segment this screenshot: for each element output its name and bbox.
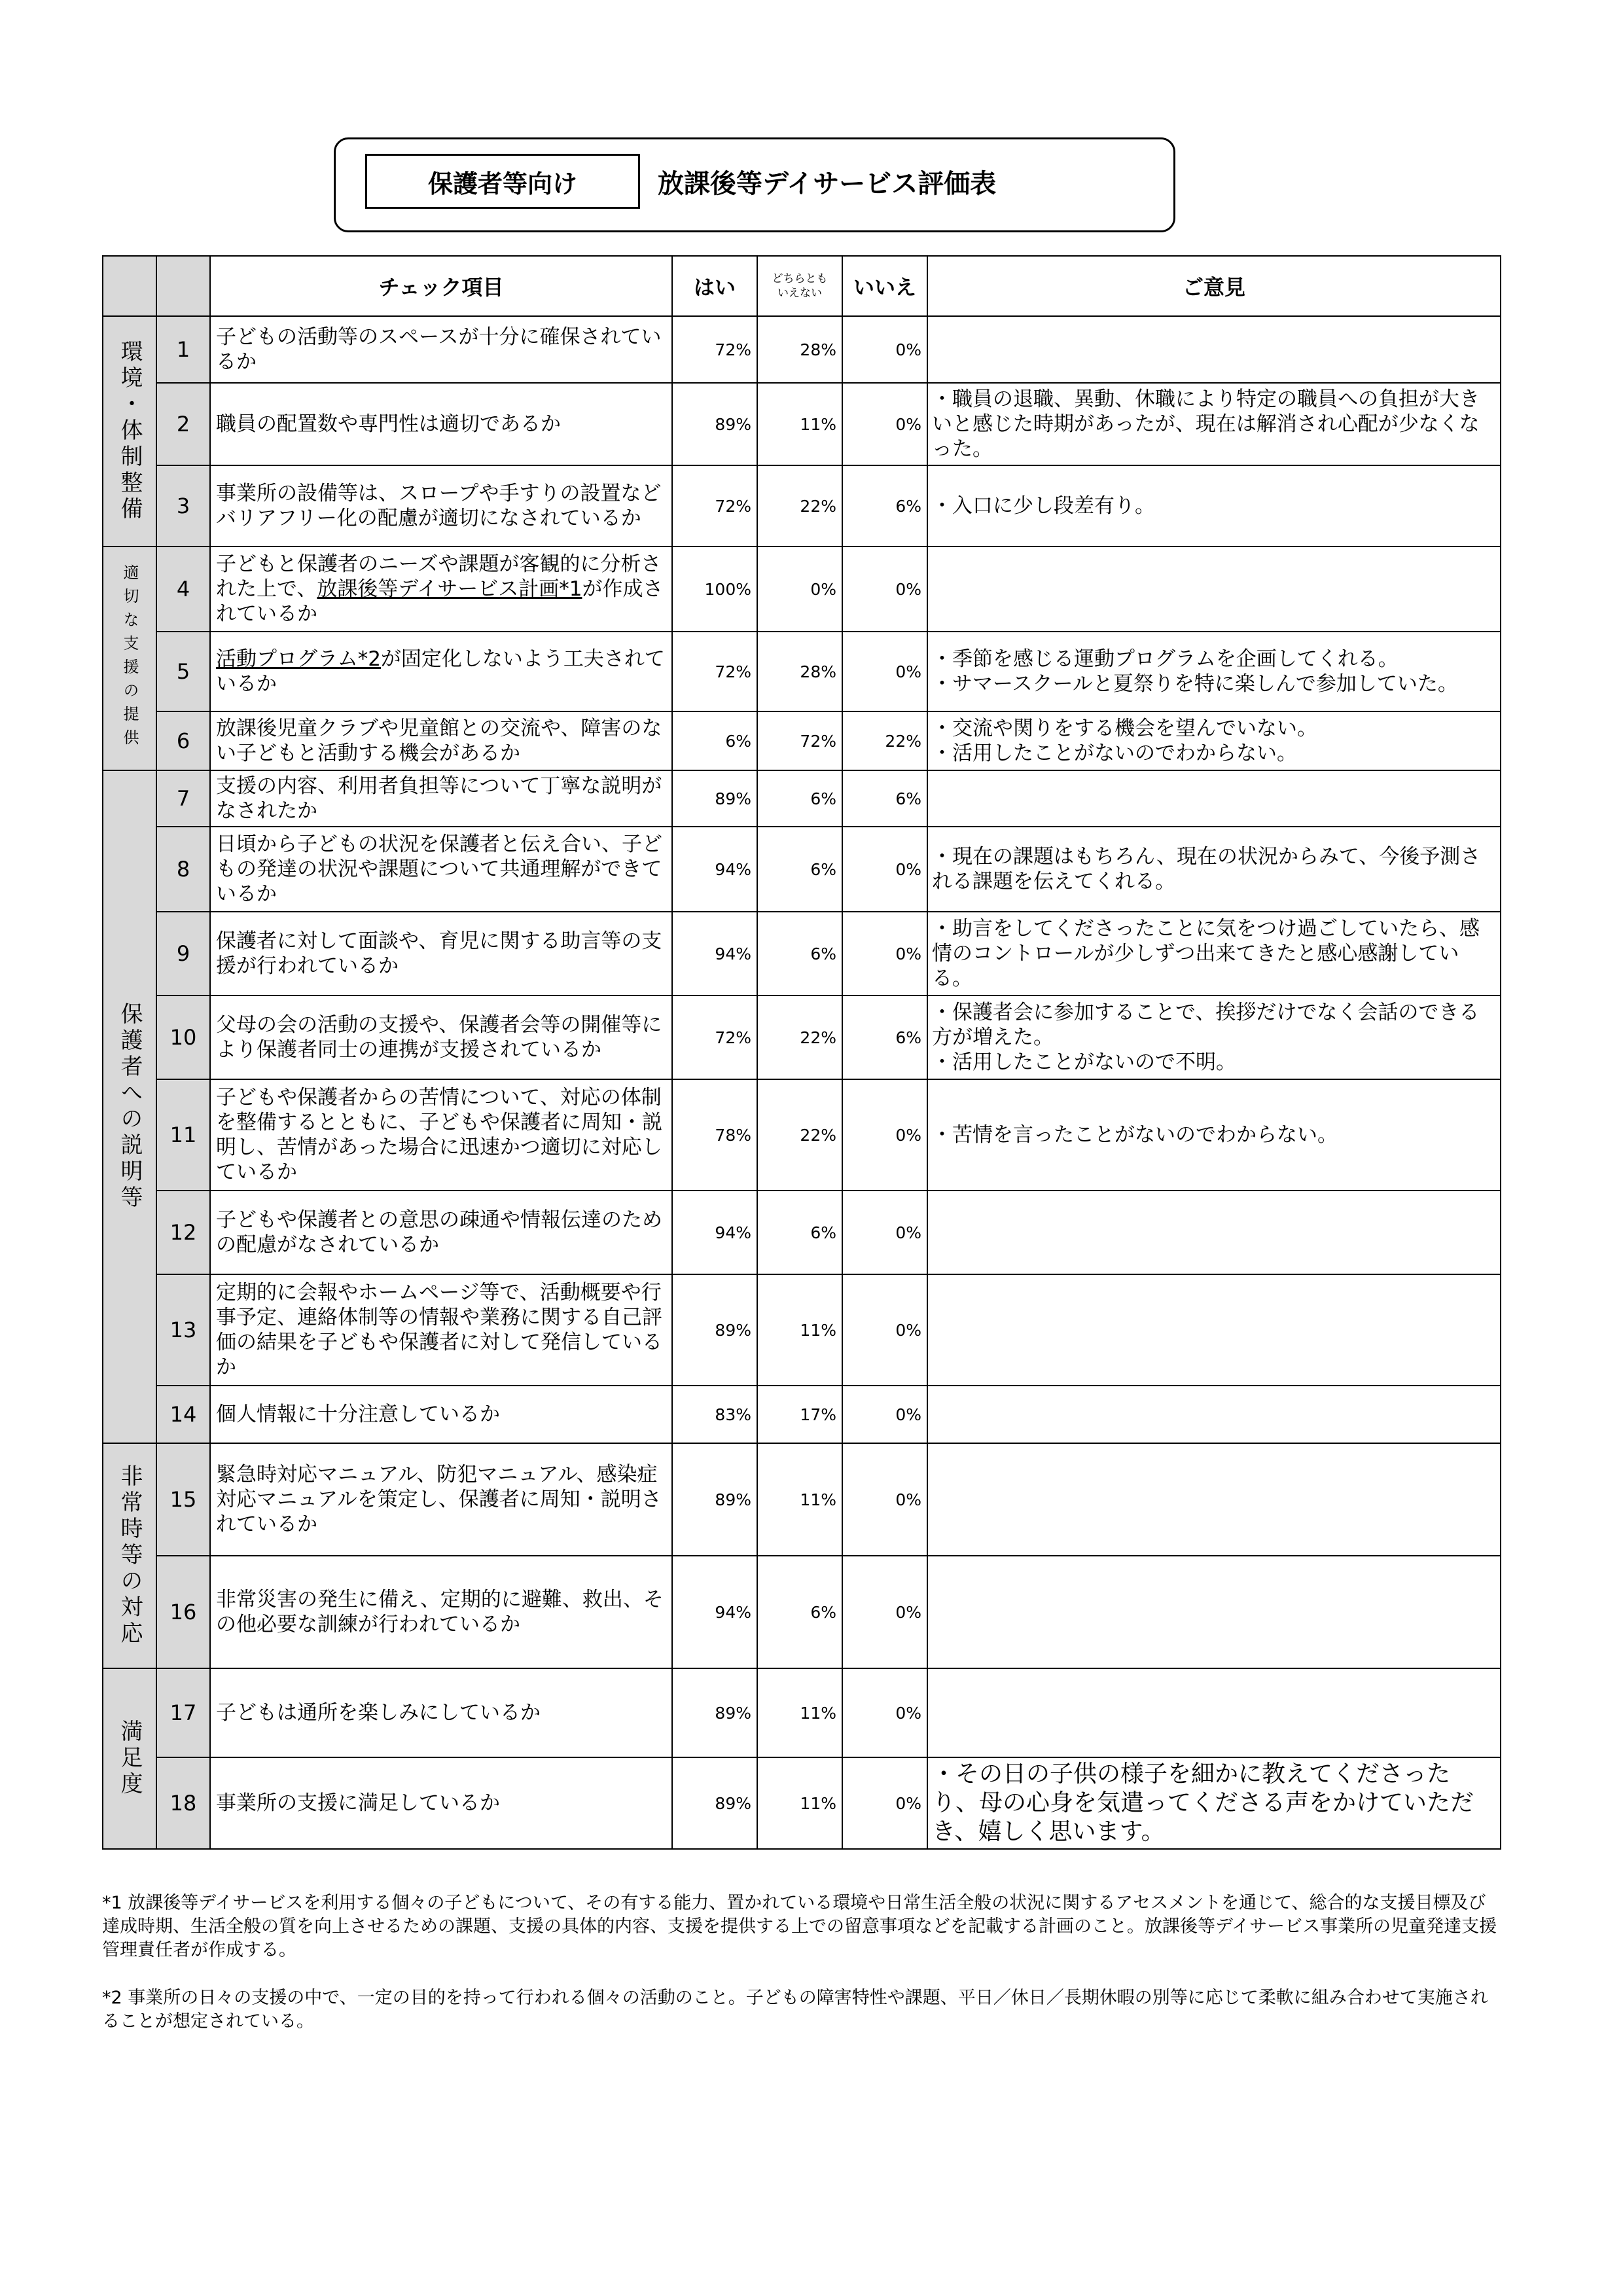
category-explanation: 保護者への説明等 xyxy=(103,770,156,1443)
category-satisfaction: 満足度 xyxy=(103,1668,156,1849)
no-percent: 0% xyxy=(842,912,927,996)
row-number: 17 xyxy=(156,1668,210,1757)
check-item: 父母の会の活動の支援や、保護者会等の開催等により保護者同士の連携が支援されているか xyxy=(210,996,672,1079)
table-row xyxy=(103,1556,1501,1668)
check-item: 子どもは通所を楽しみにしているか xyxy=(210,1668,672,1757)
no-percent: 0% xyxy=(842,1443,927,1556)
no-percent: 0% xyxy=(842,1668,927,1757)
neither-percent: 11% xyxy=(757,383,842,465)
comment-line: ・活用したことがないので不明。 xyxy=(932,1050,1236,1074)
check-item-text: が作成されているか xyxy=(216,577,664,626)
yes-percent: 89% xyxy=(672,1668,757,1757)
no-percent: 0% xyxy=(842,1079,927,1191)
no-percent: 0% xyxy=(842,827,927,912)
table-row xyxy=(103,1079,1501,1191)
yes-percent: 83% xyxy=(672,1386,757,1443)
row-number: 13 xyxy=(156,1274,210,1386)
comment-line: ・季節を感じる運動プログラムを企画してくれる。 xyxy=(932,647,1399,671)
check-item: 子どもの活動等のスペースが十分に確保されているか xyxy=(210,316,672,383)
table-row xyxy=(103,316,1501,383)
table-row xyxy=(103,770,1501,827)
row-number: 3 xyxy=(156,465,210,547)
neither-percent: 72% xyxy=(757,711,842,770)
table-row xyxy=(103,1386,1501,1443)
row-number: 7 xyxy=(156,770,210,827)
comment-cell xyxy=(927,1443,1501,1556)
document-title: 放課後等デイサービス評価表 xyxy=(658,168,997,199)
no-percent: 6% xyxy=(842,465,927,547)
comment-line: ・保護者会に参加することで、挨拶だけでなく会話のできる方が増えた。 xyxy=(932,1001,1480,1049)
table-row xyxy=(103,547,1501,632)
comment-cell xyxy=(927,547,1501,632)
check-item: 子どもや保護者からの苦情について、対応の体制を整備するとともに、子どもや保護者に周知・説明し、苦情があった場合に迅速かつ適切に対応しているか xyxy=(210,1079,672,1191)
row-number: 10 xyxy=(156,996,210,1079)
category-emergency: 非常時等の対応 xyxy=(103,1443,156,1668)
no-percent: 0% xyxy=(842,1274,927,1386)
neither-percent: 0% xyxy=(757,547,842,632)
check-item: 日頃から子どもの状況を保護者と伝え合い、子どもの発達の状況や課題について共通理解ができているか xyxy=(210,827,672,912)
no-percent: 0% xyxy=(842,1386,927,1443)
comment-cell xyxy=(927,770,1501,827)
no-percent: 0% xyxy=(842,1556,927,1668)
table-row xyxy=(103,1191,1501,1274)
check-item-text: が固定化しないよう工夫されているか xyxy=(216,647,665,696)
neither-percent: 11% xyxy=(757,1443,842,1556)
comment-cell xyxy=(927,711,1501,770)
neither-percent: 22% xyxy=(757,465,842,547)
comment-cell xyxy=(927,1386,1501,1443)
check-item: 子どもや保護者との意思の疎通や情報伝達のための配慮がなされているか xyxy=(210,1191,672,1274)
neither-header-line2: いえない xyxy=(777,287,822,300)
row-number: 9 xyxy=(156,912,210,996)
comment-cell: ・助言をしてくださったことに気をつけ過ごしていたら、感情のコントロールが少しずつ出来てきたと感心感謝している。 xyxy=(927,912,1501,996)
neither-percent: 11% xyxy=(757,1668,842,1757)
row-number: 4 xyxy=(156,547,210,632)
neither-percent: 6% xyxy=(757,770,842,827)
comment-cell: ・入口に少し段差有り。 xyxy=(927,465,1501,547)
no-header: いいえ xyxy=(842,256,927,316)
yes-percent: 72% xyxy=(672,996,757,1079)
yes-percent: 6% xyxy=(672,711,757,770)
row-number: 8 xyxy=(156,827,210,912)
table-row xyxy=(103,912,1501,996)
yes-percent: 94% xyxy=(672,1191,757,1274)
table-row xyxy=(103,1668,1501,1757)
comment-cell: ・苦情を言ったことがないのでわからない。 xyxy=(927,1079,1501,1191)
no-percent: 6% xyxy=(842,770,927,827)
yes-percent: 72% xyxy=(672,632,757,711)
neither-percent: 6% xyxy=(757,1556,842,1668)
plan-link-text: 放課後等デイサービス計画*1 xyxy=(317,577,582,601)
category-support: 適切な支援の提供 xyxy=(103,547,156,770)
no-percent: 0% xyxy=(842,547,927,632)
row-number: 15 xyxy=(156,1443,210,1556)
no-percent: 22% xyxy=(842,711,927,770)
check-item: 職員の配置数や専門性は適切であるか xyxy=(210,383,672,465)
row-number: 1 xyxy=(156,316,210,383)
comment-cell: ・現在の課題はもちろん、現在の状況からみて、今後予測される課題を伝えてくれる。 xyxy=(927,827,1501,912)
table-row xyxy=(103,827,1501,912)
program-link-text: 活動プログラム*2 xyxy=(216,647,381,671)
footnote-1: *1 放課後等デイサービスを利用する個々の子どもについて、その有する能力、置かれている環境や日常生活全般の状況に関するアセスメントを通じて、総合的な支援目標及び達成時期、生活全般の質を向上させるための課題、支援の具体的内容、支援を提供する上での留意事項などを記載する計画のこと。放課後等デイサービス事業所の児童発達支援管理責任者が作成する。 xyxy=(102,1893,1497,1960)
item-header: チェック項目 xyxy=(210,256,672,316)
check-item: 事業所の支援に満足しているか xyxy=(210,1757,672,1849)
evaluation-table xyxy=(102,255,1501,1850)
table-row xyxy=(103,1757,1501,1849)
table-row xyxy=(103,996,1501,1079)
row-number: 16 xyxy=(156,1556,210,1668)
yes-percent: 72% xyxy=(672,316,757,383)
yes-percent: 94% xyxy=(672,912,757,996)
check-item: 非常災害の発生に備え、定期的に避難、救出、その他必要な訓練が行われているか xyxy=(210,1556,672,1668)
table-row xyxy=(103,632,1501,711)
table-row xyxy=(103,1443,1501,1556)
table-row xyxy=(103,465,1501,547)
yes-percent: 94% xyxy=(672,1556,757,1668)
check-item xyxy=(210,547,672,632)
neither-percent: 11% xyxy=(757,1757,842,1849)
row-number: 14 xyxy=(156,1386,210,1443)
neither-percent: 11% xyxy=(757,1274,842,1386)
comment-line: ・交流や関りをする機会を望んでいない。 xyxy=(932,717,1317,740)
category-header xyxy=(103,256,156,316)
no-percent: 6% xyxy=(842,996,927,1079)
neither-header xyxy=(757,256,842,316)
no-percent: 0% xyxy=(842,316,927,383)
neither-percent: 6% xyxy=(757,827,842,912)
table-row xyxy=(103,383,1501,465)
check-item: 保護者に対して面談や、育児に関する助言等の支援が行われているか xyxy=(210,912,672,996)
yes-percent: 89% xyxy=(672,770,757,827)
row-number: 2 xyxy=(156,383,210,465)
check-item: 定期的に会報やホームページ等で、活動概要や行事予定、連絡体制等の情報や業務に関する自己評価の結果を子どもや保護者に対して発信しているか xyxy=(210,1274,672,1386)
table-row xyxy=(103,711,1501,770)
neither-percent: 17% xyxy=(757,1386,842,1443)
check-item: 事業所の設備等は、スロープや手すりの設置などバリアフリー化の配慮が適切になされているか xyxy=(210,465,672,547)
comment-cell: ・その日の子供の様子を細かに教えてくださったり、母の心身を気遣ってくださる声をかけていただき、嬉しく思います。 xyxy=(927,1757,1501,1849)
yes-percent: 78% xyxy=(672,1079,757,1191)
no-percent: 0% xyxy=(842,632,927,711)
row-number: 12 xyxy=(156,1191,210,1274)
no-percent: 0% xyxy=(842,1757,927,1849)
check-item xyxy=(210,632,672,711)
yes-percent: 100% xyxy=(672,547,757,632)
table-header-row xyxy=(103,256,1501,316)
row-number: 18 xyxy=(156,1757,210,1849)
table-row xyxy=(103,1274,1501,1386)
comment-cell: ・職員の退職、異動、休職により特定の職員への負担が大きいと感じた時期があったが、現在は解消され心配が少なくなった。 xyxy=(927,383,1501,465)
comment-cell xyxy=(927,1191,1501,1274)
yes-percent: 89% xyxy=(672,383,757,465)
check-item: 個人情報に十分注意しているか xyxy=(210,1386,672,1443)
category-environment: 環境・体制整備 xyxy=(103,316,156,547)
check-item: 放課後児童クラブや児童館との交流や、障害のない子どもと活動する機会があるか xyxy=(210,711,672,770)
neither-percent: 22% xyxy=(757,1079,842,1191)
yes-percent: 94% xyxy=(672,827,757,912)
audience-label: 保護者等向け xyxy=(365,154,640,209)
comment-cell xyxy=(927,316,1501,383)
comment-header: ご意見 xyxy=(927,256,1501,316)
number-header xyxy=(156,256,210,316)
comment-cell xyxy=(927,1668,1501,1757)
comment-line: ・活用したことがないのでわからない。 xyxy=(932,742,1297,765)
neither-percent: 6% xyxy=(757,912,842,996)
check-item-text: 子どもと保護者のニーズや課題が客観的に分析された上で、 xyxy=(216,552,662,601)
neither-percent: 22% xyxy=(757,996,842,1079)
yes-header: はい xyxy=(672,256,757,316)
comment-cell xyxy=(927,1556,1501,1668)
no-percent: 0% xyxy=(842,383,927,465)
yes-percent: 89% xyxy=(672,1443,757,1556)
footnote-2: *2 事業所の日々の支援の中で、一定の目的を持って行われる個々の活動のこと。子どもの障害特性や課題、平日／休日／長期休暇の別等に応じて柔軟に組み合わせて実施されることが想定されている。 xyxy=(102,1988,1488,2032)
comment-line: ・サマースクールと夏祭りを特に楽しんで参加していた。 xyxy=(932,672,1458,696)
check-item: 支援の内容、利用者負担等について丁寧な説明がなされたか xyxy=(210,770,672,827)
yes-percent: 89% xyxy=(672,1274,757,1386)
no-percent: 0% xyxy=(842,1191,927,1274)
neither-percent: 28% xyxy=(757,632,842,711)
row-number: 11 xyxy=(156,1079,210,1191)
yes-percent: 72% xyxy=(672,465,757,547)
comment-cell xyxy=(927,632,1501,711)
neither-header-line1: どちらとも xyxy=(772,272,828,285)
neither-percent: 6% xyxy=(757,1191,842,1274)
yes-percent: 89% xyxy=(672,1757,757,1849)
check-item: 緊急時対応マニュアル、防犯マニュアル、感染症対応マニュアルを策定し、保護者に周知・説明されているか xyxy=(210,1443,672,1556)
comment-cell xyxy=(927,996,1501,1079)
comment-cell xyxy=(927,1274,1501,1386)
row-number: 6 xyxy=(156,711,210,770)
row-number: 5 xyxy=(156,632,210,711)
neither-percent: 28% xyxy=(757,316,842,383)
